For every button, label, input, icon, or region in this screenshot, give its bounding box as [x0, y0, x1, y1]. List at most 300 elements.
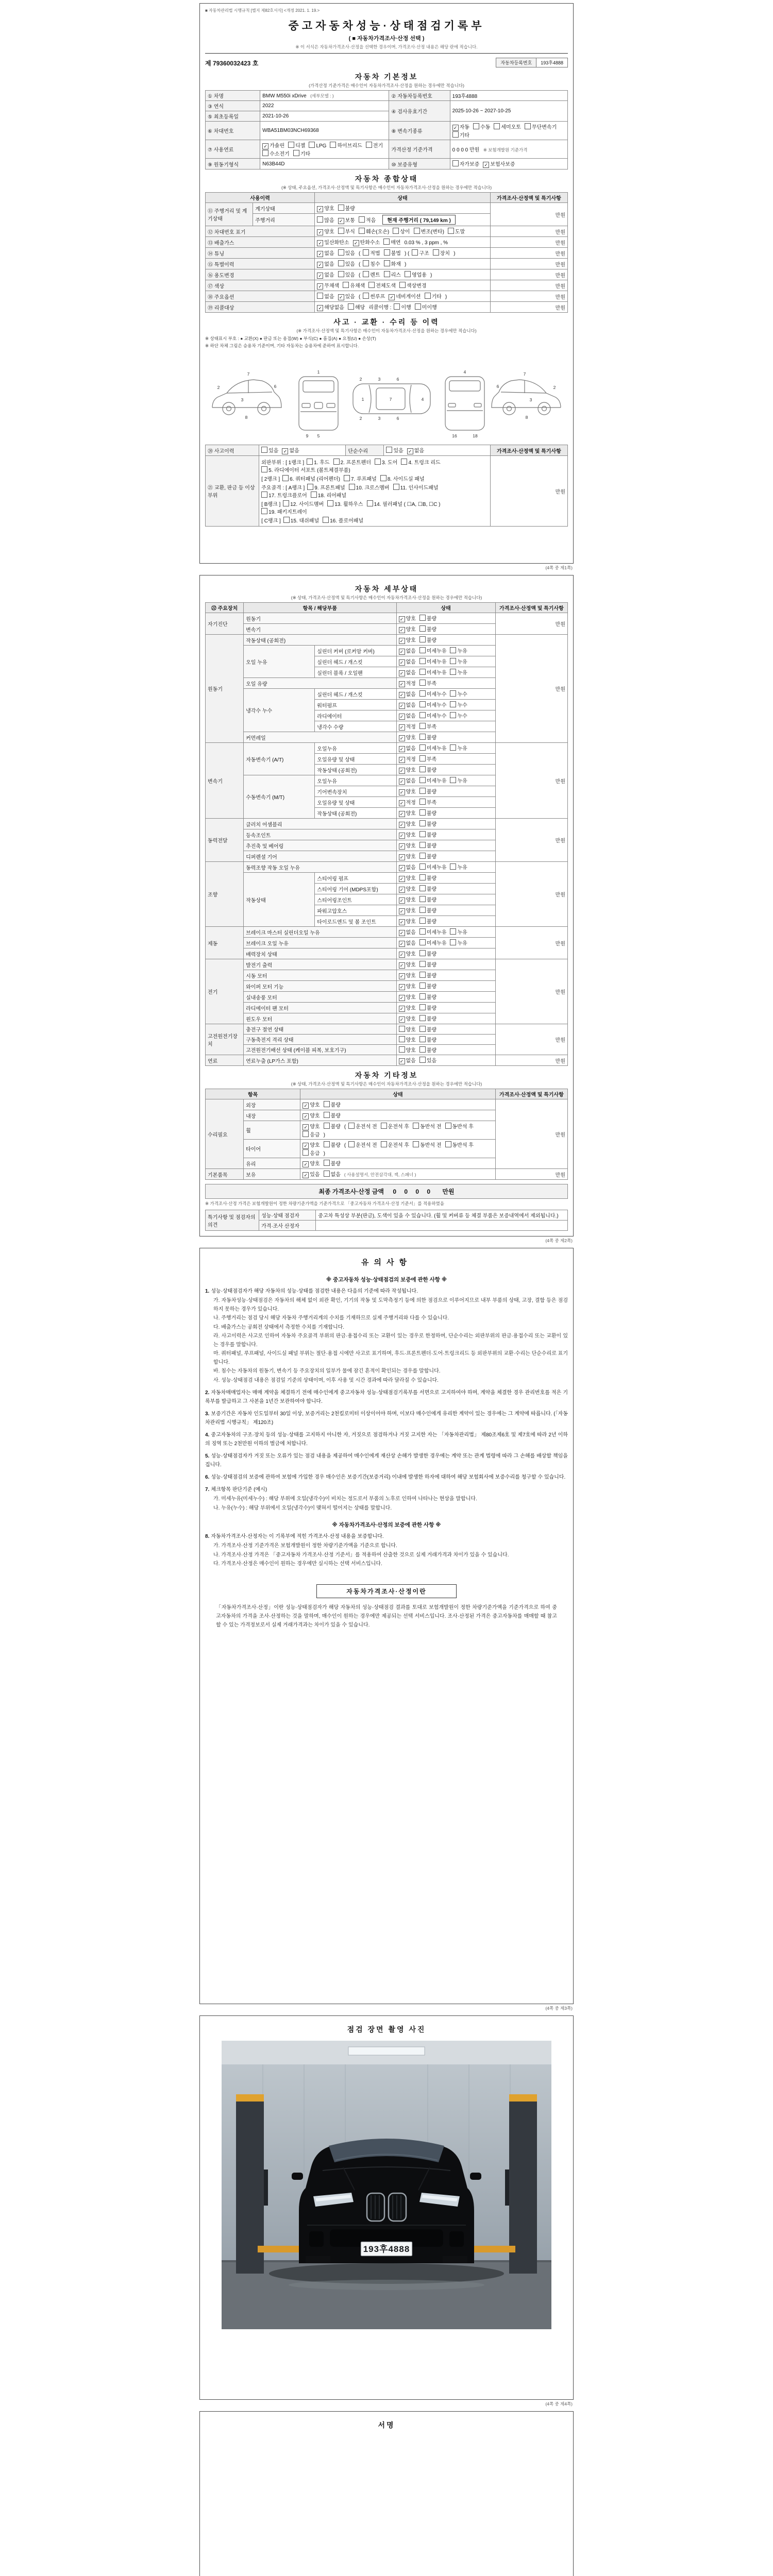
checkbox-checked[interactable] [399, 668, 416, 676]
checkbox-checked[interactable] [303, 1141, 320, 1149]
checkbox-checked[interactable] [399, 917, 416, 925]
value-cell [396, 786, 495, 797]
document-title: 중고자동차성능·상태점검기록부 [288, 20, 485, 32]
checkbox-unchecked[interactable] [324, 1170, 341, 1178]
checkbox-checked[interactable] [399, 744, 416, 752]
checkbox-unchecked[interactable] [433, 249, 450, 257]
checkbox-checked-icon: ✓ [399, 833, 405, 839]
cell-text: 외판부위 : [ 1랭크 ] [261, 460, 305, 466]
checkbox-unchecked[interactable] [425, 292, 442, 300]
checkbox-unchecked[interactable] [309, 142, 326, 149]
checkbox-checked[interactable] [399, 928, 416, 936]
checkbox-unchecked[interactable] [324, 1159, 341, 1167]
checkbox-checked[interactable] [353, 238, 380, 246]
checkbox-checked[interactable] [317, 249, 334, 257]
checkbox-unchecked[interactable] [324, 1122, 341, 1130]
checkbox-unchecked[interactable] [445, 1122, 474, 1130]
checkbox-unchecked[interactable] [473, 123, 490, 130]
checkbox-checked[interactable] [399, 722, 416, 731]
checkbox-unchecked[interactable] [333, 458, 371, 466]
checkbox-unchecked[interactable] [327, 500, 363, 507]
checkbox-unchecked[interactable] [261, 446, 278, 454]
checkbox-unchecked[interactable] [363, 260, 380, 267]
checkbox-checked[interactable] [399, 906, 416, 914]
checkbox-icon [359, 216, 365, 223]
checkbox-unchecked[interactable] [261, 507, 307, 515]
cell-text: 0.03 % , 3 ppm , % [404, 240, 448, 246]
checkbox-unchecked[interactable] [399, 1046, 416, 1054]
checkbox-unchecked[interactable] [450, 668, 467, 676]
side-mirror-right [470, 2173, 481, 2180]
checkbox-label: 무채색 [324, 283, 340, 289]
checkbox-checked[interactable] [399, 614, 416, 622]
checkbox-label: 변조(변타) [421, 229, 444, 235]
checkbox-unchecked[interactable] [419, 722, 436, 730]
checkbox-checked[interactable] [399, 776, 416, 785]
checkbox-unchecked[interactable] [338, 227, 355, 235]
checkbox-unchecked[interactable] [307, 458, 329, 466]
value-cell: 2022 [260, 101, 389, 111]
value-cell [315, 237, 490, 248]
checkbox-label: 불량 [426, 627, 437, 633]
checkbox-checked[interactable] [452, 123, 469, 131]
checkbox-unchecked[interactable] [419, 625, 436, 633]
checkbox-label: 있음 [426, 1058, 437, 1064]
checkbox-unchecked[interactable] [348, 1122, 377, 1130]
checkbox-unchecked[interactable] [419, 1004, 436, 1011]
row-label: 자기진단 [206, 613, 244, 635]
checkbox-unchecked[interactable] [525, 123, 557, 130]
checkbox-unchecked[interactable] [343, 281, 365, 289]
checkbox-unchecked[interactable] [450, 711, 467, 719]
checkbox-unchecked[interactable] [448, 227, 465, 235]
checkbox-unchecked[interactable] [419, 1025, 436, 1033]
checkbox-checked[interactable] [407, 446, 424, 454]
checkbox-checked-icon: ✓ [389, 294, 395, 300]
checkbox-unchecked[interactable] [283, 500, 324, 507]
checkbox-unchecked[interactable] [338, 260, 355, 267]
checkbox-icon [309, 142, 315, 148]
checkbox-checked[interactable] [399, 755, 416, 763]
checkbox-icon [419, 636, 426, 642]
checkbox-unchecked[interactable] [419, 982, 436, 990]
checkbox-unchecked[interactable] [419, 711, 447, 719]
checkbox-unchecked[interactable] [419, 776, 447, 784]
checkbox-unchecked[interactable] [262, 149, 290, 157]
checkbox-checked[interactable] [338, 292, 355, 300]
checkbox-unchecked[interactable] [288, 141, 305, 149]
checkbox-unchecked[interactable] [399, 281, 427, 289]
checkbox-label: 양호 [406, 638, 416, 643]
checkbox-label: 6. 쿼터패널 (리어펜더) [290, 477, 340, 482]
checkbox-unchecked[interactable] [330, 141, 362, 149]
checkbox-unchecked[interactable] [419, 679, 436, 687]
checkbox-label: 양호 [406, 833, 416, 838]
checkbox-unchecked[interactable] [419, 820, 436, 827]
checkbox-checked-icon: ✓ [399, 897, 405, 904]
checkbox-checked[interactable] [399, 993, 416, 1001]
item-label: 브레이크 오일 누유 [244, 938, 396, 948]
checkbox-unchecked[interactable] [419, 733, 436, 741]
checkbox-checked[interactable] [303, 1111, 320, 1120]
checkbox-checked-icon: ✓ [303, 1124, 309, 1130]
checkbox-icon [425, 293, 431, 299]
checkbox-label: 양호 [406, 822, 416, 827]
checkbox-checked-icon: ✓ [452, 125, 459, 131]
checkbox-unchecked[interactable] [348, 303, 365, 311]
checkbox-checked[interactable] [399, 982, 416, 990]
checkbox-unchecked[interactable] [413, 1122, 441, 1130]
document-number-row [205, 58, 568, 67]
checkbox-checked[interactable] [399, 636, 416, 644]
checkbox-unchecked[interactable] [419, 787, 436, 795]
checkbox-unchecked[interactable] [450, 928, 467, 936]
checkbox-checked[interactable] [399, 1004, 416, 1012]
svg-text:7: 7 [389, 397, 392, 402]
checkbox-checked[interactable] [317, 227, 334, 235]
checkbox-checked-icon: ✓ [303, 1103, 309, 1109]
checkbox-checked[interactable] [399, 885, 416, 893]
checkbox-unchecked[interactable] [419, 809, 436, 817]
checkbox-unchecked[interactable] [419, 950, 436, 957]
section-note-overall: (※ 상태, 주요옵션, 가격조사·산정액 및 특기사항은 매수인이 자동차가격조사·산정을 원하는 경우에만 적습니다) [281, 185, 492, 190]
checkbox-checked[interactable] [399, 960, 416, 969]
price-definition-text: 「자동차가격조사·산정」이란 성능·상태점검자가 해당 자동차의 성능·상태점검 결과를 토대로 보험개발원이 정한 차량기준가액을 기준가격으로 하여 중고자동차의 가격을 조사·산정하는 것을 말하며, 매수인이 원하는 경우에만 제공되는 선택 서비스입니다. 조사·산정된 가격은 중고자동차를 매매할 때 참고할 수 있는 가격정보로서 실제 거래가격과는 차이가 있을 수 있습니다. [216, 1604, 557, 1628]
checkbox-label: 누수 [457, 703, 467, 708]
checkbox-checked[interactable] [399, 820, 416, 828]
checkbox-unchecked[interactable] [419, 744, 447, 752]
checkbox-icon [414, 228, 420, 234]
checkbox-unchecked[interactable] [368, 281, 396, 289]
checkbox-unchecked[interactable] [419, 1056, 436, 1064]
license-plate-number: 193후4888 [363, 2244, 410, 2254]
checkbox-icon [405, 271, 411, 277]
checkbox-icon [338, 271, 344, 277]
checkbox-unchecked[interactable] [283, 516, 319, 524]
checkbox-unchecked[interactable] [307, 483, 345, 491]
checkbox-checked[interactable] [399, 679, 416, 687]
checkbox-unchecked[interactable] [381, 1141, 409, 1148]
checkbox-unchecked[interactable] [363, 270, 380, 278]
checkbox-unchecked[interactable] [366, 141, 383, 149]
row-label: 가격산정 기준가격 [389, 140, 450, 159]
checkbox-unchecked[interactable] [282, 474, 340, 482]
checkbox-icon [450, 712, 456, 718]
item-label: 수동변속기 (M/T) [244, 775, 315, 819]
cell-text: ) [404, 262, 407, 267]
checkbox-unchecked[interactable] [419, 993, 436, 1001]
checkbox-unchecked[interactable] [338, 249, 355, 257]
svg-text:2: 2 [217, 385, 220, 390]
checkbox-checked[interactable] [317, 281, 339, 290]
checkbox-unchecked[interactable] [261, 466, 350, 473]
checkbox-unchecked[interactable] [419, 1014, 436, 1022]
checkbox-checked[interactable] [399, 647, 416, 655]
price-cell: 만원 [495, 1099, 567, 1169]
checkbox-unchecked[interactable] [399, 1025, 416, 1033]
cell-text: ( [358, 273, 361, 278]
checkbox-unchecked[interactable] [348, 1141, 377, 1148]
checkbox-unchecked[interactable] [450, 701, 467, 708]
checkbox-unchecked[interactable] [450, 863, 467, 871]
checkbox-label: 있음 [345, 273, 355, 278]
table-row [206, 862, 568, 873]
subitem-label: 실린더 헤드 / 개스킷 [315, 656, 396, 667]
row-label: 전기 [206, 959, 244, 1024]
checkbox-checked[interactable] [338, 216, 355, 224]
checkbox-unchecked[interactable] [367, 500, 441, 507]
item-label: 와이퍼 모터 기능 [244, 981, 396, 992]
checkbox-checked[interactable] [399, 657, 416, 666]
price-cell: 만원 [495, 613, 567, 635]
checkbox-unchecked[interactable] [383, 238, 400, 246]
notice-item [205, 1532, 568, 1541]
checkbox-unchecked[interactable] [494, 123, 521, 130]
checkbox-icon [303, 1149, 309, 1156]
overall-condition-table [205, 192, 568, 313]
checkbox-icon [419, 744, 426, 751]
checkbox-unchecked[interactable] [413, 1141, 441, 1148]
checkbox-unchecked[interactable] [412, 249, 429, 257]
checkbox-unchecked[interactable] [338, 204, 355, 212]
checkbox-checked[interactable] [399, 625, 416, 633]
section-note-detail: (※ 상태, 가격조사·산정액 및 특기사항은 매수인이 자동차가격조사·산정을 원하는 경우에만 적습니다) [291, 595, 482, 600]
checkbox-unchecked[interactable] [419, 939, 447, 946]
value-cell [396, 840, 495, 851]
checkbox-label: 가솔린 [270, 143, 285, 149]
row-label: 고전원전기장치 [206, 1024, 244, 1055]
checkbox-checked-icon: ✓ [399, 1058, 405, 1064]
checkbox-unchecked[interactable] [450, 939, 467, 946]
checkbox-unchecked[interactable] [393, 227, 410, 235]
checkbox-unchecked[interactable] [384, 249, 401, 257]
checkbox-unchecked[interactable] [419, 841, 436, 849]
checkbox-checked-icon: ✓ [399, 800, 405, 806]
item-label: 디퍼렌셜 기어 [244, 851, 396, 862]
checkbox-icon [450, 658, 456, 664]
checkbox-label: 불량 [426, 984, 437, 990]
checkbox-unchecked[interactable] [375, 458, 397, 466]
value-cell [396, 754, 495, 765]
checkbox-unchecked[interactable] [311, 491, 346, 499]
checkbox-checked[interactable] [399, 1056, 416, 1064]
checkbox-unchecked[interactable] [303, 1130, 320, 1138]
checkbox-checked[interactable] [399, 1014, 416, 1023]
checkbox-unchecked[interactable] [419, 657, 447, 665]
checkbox-unchecked[interactable] [414, 227, 444, 235]
checkbox-checked[interactable] [303, 1170, 320, 1178]
checkbox-label: 부족 [426, 724, 437, 730]
vehicle-damage-diagram [206, 350, 567, 443]
checkbox-label: 없음 [406, 659, 416, 665]
checkbox-unchecked[interactable] [363, 249, 380, 257]
checkbox-checked[interactable] [399, 798, 416, 806]
checkbox-label: 미세누유 [426, 865, 447, 871]
checkbox-unchecked[interactable] [324, 1111, 341, 1119]
checkbox-checked[interactable] [317, 260, 334, 268]
checkbox-checked[interactable] [303, 1159, 320, 1167]
checkbox-unchecked[interactable] [419, 766, 436, 773]
checkbox-unchecked[interactable] [452, 131, 469, 139]
value-cell [396, 732, 495, 743]
checkbox-unchecked[interactable] [419, 668, 447, 676]
checkbox-checked[interactable] [303, 1100, 320, 1109]
checkbox-label: 없음 [406, 778, 416, 784]
checkbox-unchecked[interactable] [380, 474, 425, 482]
checkbox-unchecked[interactable] [393, 483, 439, 491]
checkbox-checked[interactable] [399, 733, 416, 741]
checkbox-unchecked[interactable] [261, 491, 307, 499]
checkbox-unchecked[interactable] [419, 928, 447, 936]
value-cell [315, 269, 490, 280]
price-cell: 만원 [490, 269, 567, 280]
checkbox-unchecked[interactable] [450, 657, 467, 665]
checkbox-unchecked[interactable] [363, 292, 385, 300]
value-cell [396, 873, 495, 884]
checkbox-unchecked[interactable] [324, 1141, 341, 1148]
checkbox-checked[interactable] [399, 939, 416, 947]
checkbox-label: 양호 [406, 995, 416, 1001]
checkbox-unchecked[interactable] [419, 1036, 436, 1043]
checkbox-unchecked[interactable] [419, 690, 447, 698]
checkbox-checked[interactable] [399, 950, 416, 958]
checkbox-unchecked[interactable] [450, 690, 467, 698]
checkbox-unchecked[interactable] [419, 755, 436, 762]
checkbox-checked[interactable] [303, 1122, 320, 1130]
checkbox-checked[interactable] [399, 690, 416, 698]
checkbox-unchecked[interactable] [419, 917, 436, 925]
checkbox-unchecked[interactable] [445, 1141, 474, 1148]
checkbox-checked[interactable] [399, 863, 416, 871]
checkbox-unchecked[interactable] [338, 270, 355, 278]
subitem-label: 오일유량 및 상태 [315, 797, 396, 808]
checkbox-icon [419, 658, 426, 664]
checkbox-icon [366, 142, 372, 148]
checkbox-checked[interactable] [389, 292, 421, 300]
checkbox-unchecked[interactable] [415, 303, 437, 311]
checkbox-unchecked[interactable] [419, 647, 447, 654]
checkbox-checked[interactable] [317, 238, 349, 246]
checkbox-unchecked[interactable] [317, 292, 334, 300]
checkbox-icon [324, 1112, 330, 1118]
checkbox-icon [419, 799, 426, 805]
checkbox-unchecked[interactable] [399, 1036, 416, 1043]
checkbox-icon [450, 701, 456, 707]
checkbox-unchecked[interactable] [359, 227, 389, 235]
checkbox-checked[interactable] [317, 303, 344, 311]
checkbox-unchecked[interactable] [419, 701, 447, 708]
checkbox-label: 양호 [406, 887, 416, 892]
price-cell: 만원 [495, 1055, 567, 1066]
checkbox-checked[interactable] [399, 787, 416, 795]
checkbox-unchecked[interactable] [394, 303, 411, 311]
checkbox-label: 불량 [426, 962, 437, 968]
checkbox-unchecked[interactable] [452, 160, 480, 167]
checkbox-icon [419, 928, 426, 935]
checkbox-unchecked[interactable] [384, 270, 401, 278]
svg-text:18: 18 [473, 433, 478, 438]
checkbox-unchecked[interactable] [419, 885, 436, 892]
checkbox-checked[interactable] [399, 895, 416, 904]
checkbox-unchecked[interactable] [419, 798, 436, 806]
checkbox-unchecked[interactable] [419, 636, 436, 643]
checkbox-unchecked[interactable] [386, 446, 403, 454]
checkbox-checked[interactable] [483, 160, 515, 168]
checkbox-label: 3. 도어 [382, 460, 398, 466]
checkbox-unchecked[interactable] [323, 516, 363, 524]
checkbox-icon [324, 1141, 330, 1147]
checkbox-checked[interactable] [317, 204, 334, 212]
checkbox-unchecked[interactable] [450, 744, 467, 752]
checkbox-unchecked[interactable] [293, 149, 310, 157]
checkbox-unchecked[interactable] [419, 614, 436, 622]
checkbox-checked[interactable] [399, 701, 416, 709]
svg-text:1: 1 [361, 397, 364, 402]
checkbox-checked[interactable] [399, 809, 416, 817]
checkbox-unchecked[interactable] [419, 906, 436, 914]
checkbox-unchecked[interactable] [450, 647, 467, 654]
checkbox-unchecked[interactable] [450, 776, 467, 784]
checkbox-unchecked[interactable] [359, 216, 376, 224]
checkbox-checked[interactable] [282, 446, 299, 454]
checkbox-checked[interactable] [399, 971, 416, 979]
checkbox-unchecked[interactable] [381, 1122, 409, 1130]
checkbox-checked[interactable] [399, 711, 416, 720]
checkbox-checked[interactable] [317, 270, 334, 279]
value-cell [396, 656, 495, 667]
value-cell [259, 445, 346, 456]
checkbox-unchecked[interactable] [344, 474, 377, 482]
checkbox-unchecked[interactable] [419, 831, 436, 838]
page-mark-4: (4쪽 중 제4쪽) [545, 2401, 573, 2406]
checkbox-unchecked[interactable] [405, 270, 427, 278]
rank-line [261, 458, 488, 473]
value-cell [396, 1055, 495, 1066]
checkbox-checked-icon: ✓ [303, 1161, 309, 1167]
checkbox-unchecked[interactable] [303, 1149, 320, 1157]
row-label: ⑯ 용도변경 [206, 269, 315, 280]
checkbox-label: 보통 [345, 218, 355, 224]
checkbox-checked[interactable] [399, 874, 416, 882]
checkbox-unchecked[interactable] [419, 863, 447, 871]
column-header: 가격조사·산정액 및 특기사항 [490, 445, 567, 456]
checkbox-label: 있음 [268, 448, 279, 454]
checkbox-checked[interactable] [399, 841, 416, 850]
checkbox-checked[interactable] [262, 141, 284, 149]
cell-text: ) [323, 1151, 325, 1157]
checkbox-unchecked[interactable] [419, 895, 436, 903]
checkbox-checked[interactable] [399, 766, 416, 774]
checkbox-unchecked[interactable] [317, 216, 334, 224]
value-cell [396, 894, 495, 905]
checkbox-unchecked[interactable] [419, 960, 436, 968]
checkbox-icon [384, 249, 390, 256]
checkbox-unchecked[interactable] [349, 483, 390, 491]
checkbox-unchecked[interactable] [419, 852, 436, 860]
checkbox-unchecked[interactable] [419, 874, 436, 882]
checkbox-checked[interactable] [399, 852, 416, 860]
checkbox-unchecked[interactable] [324, 1100, 341, 1108]
checkbox-label: 리스 [391, 273, 401, 278]
table-row [206, 1089, 568, 1099]
checkbox-unchecked[interactable] [419, 1046, 436, 1054]
checkbox-checked[interactable] [399, 831, 416, 839]
notice-item-text: 보증기간은 자동차 인도일부터 30일 이상, 보증거리는 2천킬로미터 이상이어야 하며, 이보다 매수인에게 유리한 계약이 있는 경우에는 그 계약에 따릅니다. (「자동차관리법 시행규칙」 제120조) [205, 1411, 568, 1426]
checkbox-unchecked[interactable] [384, 260, 401, 267]
checkbox-unchecked[interactable] [401, 458, 440, 466]
checkbox-checked-icon: ✓ [399, 941, 405, 947]
checkbox-unchecked[interactable] [419, 971, 436, 979]
